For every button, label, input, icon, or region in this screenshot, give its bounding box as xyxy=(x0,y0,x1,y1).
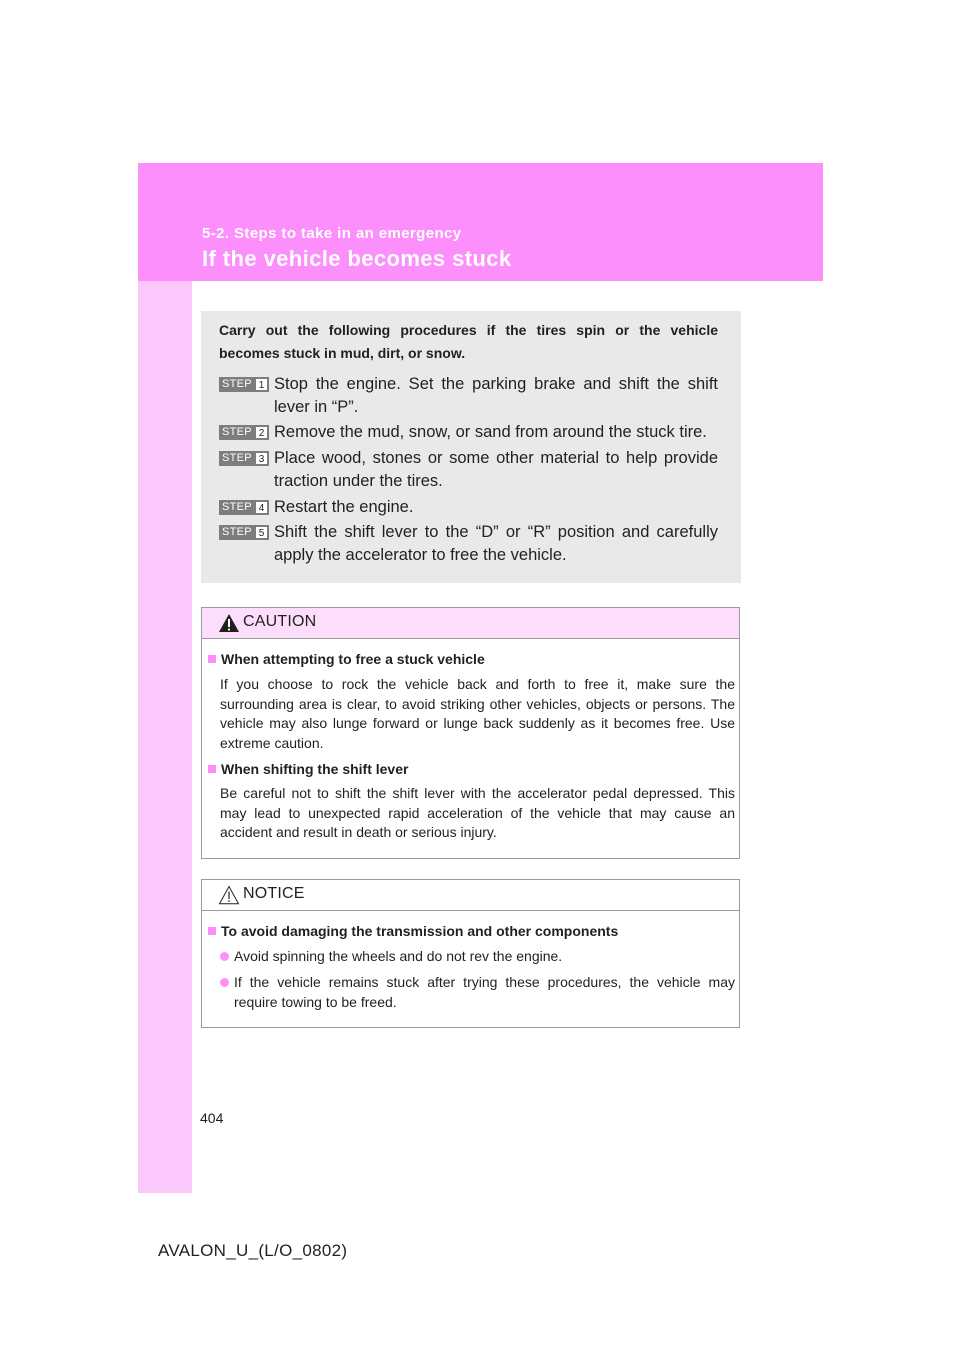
step-text: Shift the shift lever to the “D” or “R” position and carefully apply the accelerator to free the vehicle. xyxy=(274,523,718,564)
caution-header xyxy=(202,608,739,639)
notice-header xyxy=(202,880,739,911)
step-badge-label: STEP xyxy=(222,378,252,390)
caution-heading-2 xyxy=(208,761,408,777)
step-badge-label: STEP xyxy=(222,452,252,464)
intro-line-2: becomes stuck in mud, dirt, or snow. xyxy=(219,345,466,361)
step-text: Stop the engine. Set the parking brake and shift the shift lever in “P”. xyxy=(274,375,718,416)
step-number: 3 xyxy=(255,452,268,465)
section-label: 5-2. Steps to take in an emergency xyxy=(202,225,462,242)
step-badge xyxy=(219,451,269,466)
square-bullet-icon xyxy=(208,927,216,935)
step-number: 5 xyxy=(255,526,268,539)
intro-line-1: Carry out the following procedures if the tires spin or the vehicle xyxy=(219,322,718,338)
round-bullet-icon xyxy=(220,952,229,961)
step-number: 4 xyxy=(255,501,268,514)
caution-body-1: If you choose to rock the vehicle back and forth to free it, make sure the surrounding area is clear, to avoid striking other vehicles, objects or persons. The vehicle may also lunge forward or lunge back suddenly as it becomes free. Use extreme caution. xyxy=(220,676,735,751)
heading-text: When shifting the shift lever xyxy=(221,761,409,777)
intro-text xyxy=(219,319,718,365)
bullet-text: Avoid spinning the wheels and do not rev the engine. xyxy=(234,948,563,964)
square-bullet-icon xyxy=(208,655,216,663)
caution-body-2: Be careful not to shift the shift lever with the accelerator pedal depressed. This may lead to unexpected rapid acceleration of the vehicle that may cause an accident and result in death or serious injury. xyxy=(220,785,735,840)
notice-box xyxy=(201,879,740,1028)
left-margin-band xyxy=(138,163,192,1193)
square-bullet-icon xyxy=(208,765,216,773)
heading-text: When attempting to free a stuck vehicle xyxy=(221,651,485,667)
notice-heading xyxy=(208,923,618,939)
footer-code: AVALON_U_(L/O_0802) xyxy=(158,1241,348,1260)
step-number: 1 xyxy=(255,378,268,391)
step-badge-label: STEP xyxy=(222,426,252,438)
round-bullet-icon xyxy=(220,978,229,987)
caution-heading-1 xyxy=(208,651,485,667)
page-number: 404 xyxy=(200,1110,224,1126)
heading-text: To avoid damaging the transmission and other components xyxy=(221,923,619,939)
step-badge xyxy=(219,500,269,515)
step-text: Place wood, stones or some other material to help provide traction under the tires. xyxy=(274,449,718,490)
step-badge xyxy=(219,425,269,440)
notice-title: NOTICE xyxy=(243,885,305,902)
step-badge xyxy=(219,377,269,392)
caution-box xyxy=(201,607,740,859)
page-title: If the vehicle becomes stuck xyxy=(202,246,512,271)
step-badge-label: STEP xyxy=(222,526,252,538)
step-badge xyxy=(219,525,269,540)
warning-triangle-icon xyxy=(218,613,240,633)
step-badge-label: STEP xyxy=(222,501,252,513)
caution-title: CAUTION xyxy=(243,613,317,630)
step-number: 2 xyxy=(255,426,268,439)
bullet-text: If the vehicle remains stuck after trying these procedures, the vehicle may require towing to be freed. xyxy=(234,974,735,1010)
step-text: Restart the engine. xyxy=(274,498,414,516)
notice-triangle-icon xyxy=(218,885,240,905)
step-text: Remove the mud, snow, or sand from around the stuck tire. xyxy=(274,423,707,441)
